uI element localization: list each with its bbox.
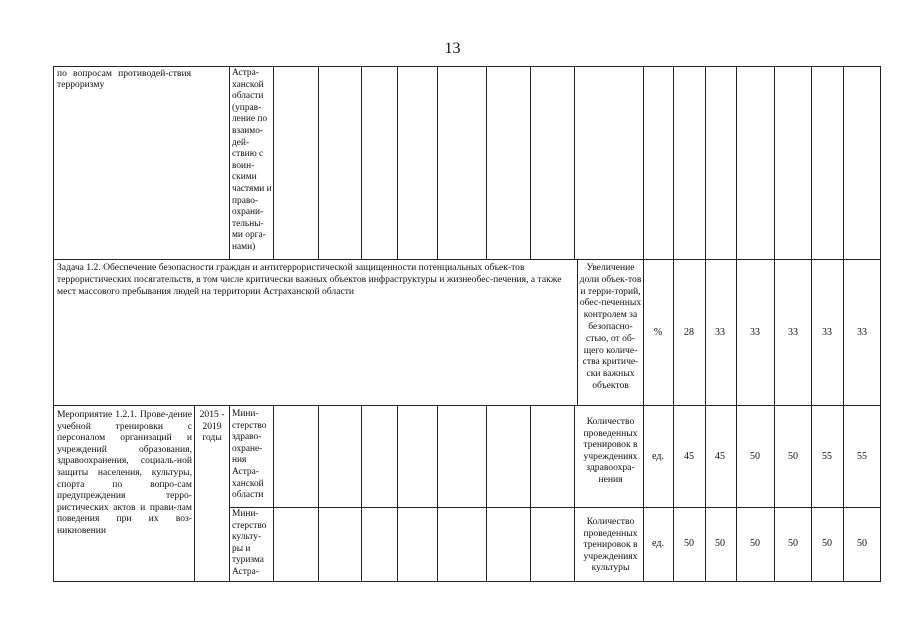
page-number: 13 xyxy=(444,40,461,57)
health-value-2017: 50 xyxy=(750,451,760,462)
indicator-culture: Количество проведенных тренировок в учреждениях культуры xyxy=(583,516,638,574)
culture-value-2016: 50 xyxy=(715,538,725,549)
task-unit: % xyxy=(653,327,663,338)
executor-culture: Мини-стерство культу-ры и туризма Астра- xyxy=(232,509,267,577)
culture-value-2019: 50 xyxy=(822,538,832,549)
task-text: Задача 1.2. Обеспечение безопасности граждан и антитеррористической защищенности потенциальных объек-тов террористических посягательств, в том числе критически важных объектов инфраструктуры и жизнеобес-печения, а также мест массового пребывания людей на территории Астраханской области xyxy=(57,262,562,297)
health-value-2018: 50 xyxy=(788,451,798,462)
task-indicator: Увеличение доли объек-тов и терри-торий, обес-печенных контролем за безопасно-стью, от об-щего количе-ства критиче-ски важных объектов xyxy=(579,262,642,391)
unit-health: ед. xyxy=(652,451,664,462)
culture-value-2017: 50 xyxy=(750,538,760,549)
culture-value-2020: 50 xyxy=(857,538,867,549)
task-value-2015: 28 xyxy=(684,327,694,338)
task-value-2016: 33 xyxy=(715,327,725,338)
executor-health: Мини-стерство здраво-охране-ния Астра-ханской области xyxy=(232,409,267,501)
health-value-2020: 55 xyxy=(857,451,867,462)
task-value-2020: 33 xyxy=(857,327,867,338)
activity-text-continuation: по вопросам противодей-ствия терроризму xyxy=(57,68,191,90)
health-value-2019: 55 xyxy=(822,451,832,462)
health-value-2016: 45 xyxy=(715,451,725,462)
measure-text: Мероприятие 1.2.1. Прове-дение учебной тренировки с персоналом организаций и учреждений образования, здравоохранения, социаль-ной защиты населения, культуры, спорта по вопро-сам предупреждения терро-ристических актов и прави-лам поведения при их воз-никновении xyxy=(57,409,192,536)
task-value-2018: 33 xyxy=(788,327,798,338)
unit-culture: ед. xyxy=(652,538,664,549)
measure-period: 2015 - 2019 годы xyxy=(199,409,225,444)
task-value-2019: 33 xyxy=(822,327,832,338)
culture-value-2015: 50 xyxy=(684,538,694,549)
culture-value-2018: 50 xyxy=(788,538,798,549)
executor-continuation: Астра-ханской области (управ-ление по взаимо-дей-ствию с воин-скими частями и право-охрани-тельны-ми орга-нами) xyxy=(232,68,272,252)
health-value-2015: 45 xyxy=(684,451,694,462)
indicator-health: Количество проведенных тренировок в учреждениях здравоохра-нения xyxy=(583,416,638,485)
task-value-2017: 33 xyxy=(750,327,760,338)
